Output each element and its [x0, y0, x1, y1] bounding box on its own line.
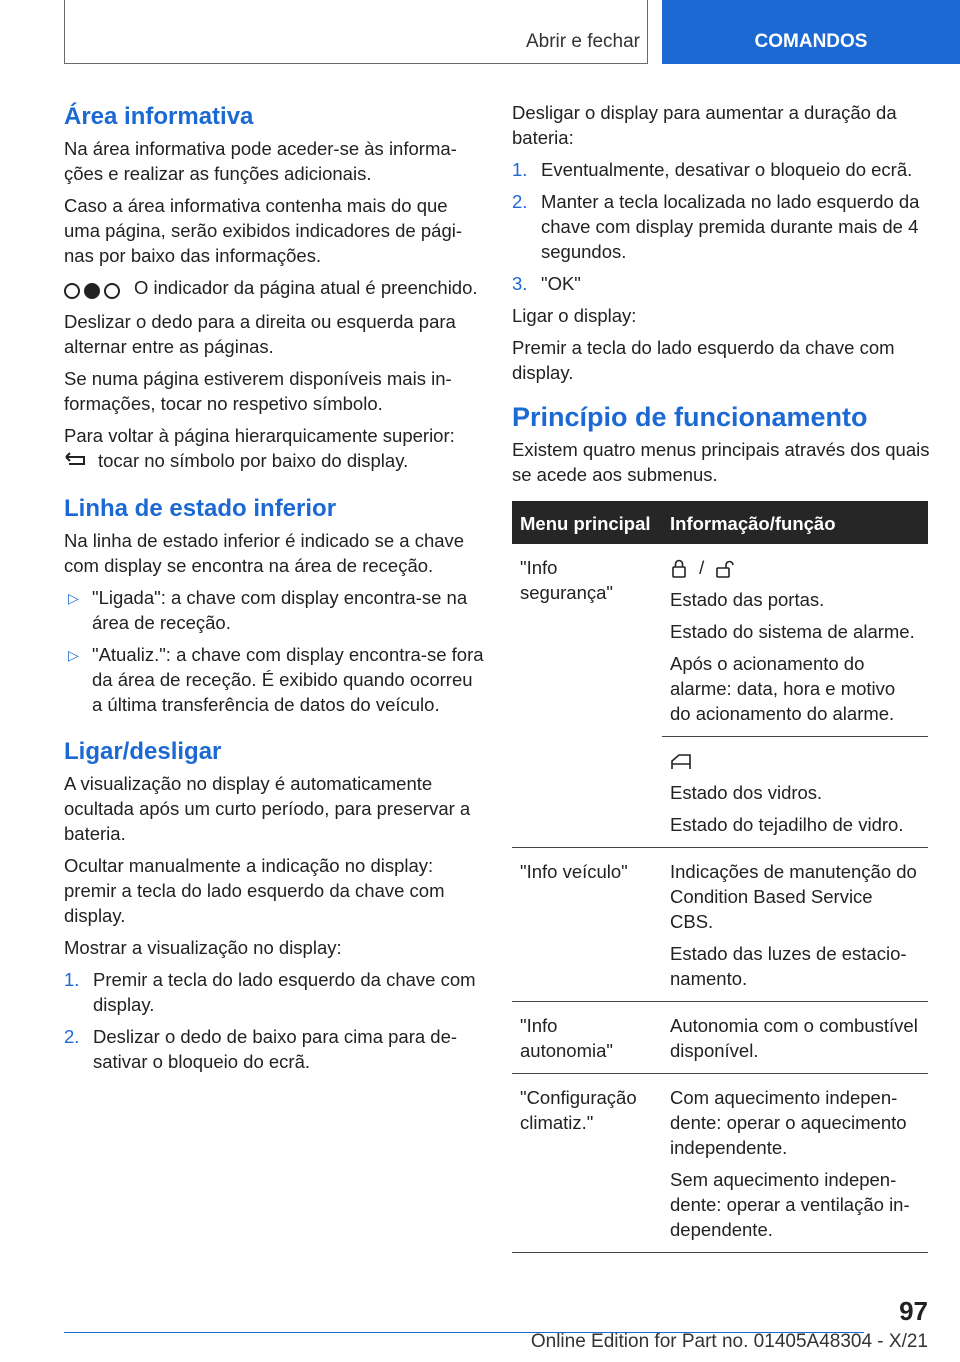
paragraph	[64, 423, 484, 475]
info-cell: / Estado das portas. Estado do sistema de alarme. Após o acionamento do alarme: data, hora e motivo do acionamento do alarme.	[662, 544, 928, 737]
main-menu-table	[512, 501, 928, 1253]
step-number: 1.	[512, 159, 528, 180]
menu-cell: "Info veículo"	[512, 848, 662, 1002]
heading-principio: Princípio de funcionamento	[512, 402, 868, 432]
step-number: 2.	[64, 1026, 80, 1048]
paragraph: Deslizar o dedo para a direita ou esquerda para alternar entre as páginas.	[64, 310, 456, 357]
paragraph: A visualização no display é automaticamente ocultada após um curto período, para preservar a bateria.	[64, 773, 471, 845]
info-cell: Com aquecimento independente: operar o aquecimento independente. Sem aquecimento independente: operar a ventilação independente.	[662, 1074, 928, 1253]
triangle-bullet-icon: ▷	[68, 647, 79, 664]
paragraph: Premir a tecla do lado esquerdo da chave com display.	[512, 337, 895, 383]
table-row	[512, 1074, 928, 1253]
paragraph-text: Para voltar à página hierarquicamente superior:	[64, 424, 455, 446]
step-number: 3.	[512, 273, 528, 294]
menu-cell: "Info segurança"	[512, 544, 662, 848]
page-indicator-paragraph	[64, 275, 484, 302]
column-header-menu: Menu principal	[512, 501, 662, 544]
triangle-bullet-icon: ▷	[68, 590, 79, 607]
list-item: ▷ "Atualiz.": a chave com display encontra-se fora da área de receção. É exibido quando ocorreu a última transferência de datos do veículo.	[68, 644, 484, 716]
left-column	[64, 100, 484, 1081]
list-item: ▷ "Ligada": a chave com display encontra-se na área de receção.	[68, 587, 468, 634]
paragraph: Na área informativa pode aceder-se às informações e realizar as funções adicionais.	[64, 138, 457, 184]
table-row	[512, 1002, 928, 1074]
heading-linha-estado: Linha de estado inferior	[64, 495, 337, 523]
column-header-info: Informação/função	[662, 501, 928, 544]
step-number: 2.	[512, 191, 528, 212]
paragraph: Se numa página estiverem disponíveis mais informações, tocar no respetivo símbolo.	[64, 367, 452, 414]
info-cell: Indicações de manutenção do Condition Based Service CBS. Estado das luzes de estacionamento.	[662, 848, 928, 1002]
slash-text: /	[699, 557, 705, 578]
back-arrow-icon	[64, 449, 88, 474]
table-row	[512, 544, 928, 737]
paragraph: Desligar o display para aumentar a duração da bateria:	[512, 102, 897, 148]
paragraph: Caso a área informativa contenha mais do que uma página, serão exibidos indicadores de páginas por baixo das informações.	[64, 195, 463, 266]
info-cell: Autonomia com o combustível disponível.	[662, 1002, 928, 1074]
paragraph: Ligar o display:	[512, 305, 637, 326]
paragraph: Na linha de estado inferior é indicado se a chave com display se encontra na área de receção.	[64, 530, 465, 577]
car-window-icon	[670, 753, 692, 771]
menu-cell: "Configuração climatiz."	[512, 1074, 662, 1253]
numbered-step: 3. "OK"	[512, 273, 581, 294]
paragraph: Ocultar manualmente a indicação no display: premir a tecla do lado esquerdo da chave com display.	[64, 855, 445, 927]
numbered-step: 2. Manter a tecla localizada no lado esquerdo da chave com display premida durante mais de 4 segundos.	[512, 191, 920, 262]
step-number: 1.	[64, 969, 80, 991]
paragraph: Mostrar a visualização no display:	[64, 937, 342, 959]
right-column	[512, 100, 930, 1253]
table-header-row	[512, 501, 928, 544]
footer-edition: Online Edition for Part no. 01405A48304 - X/21	[530, 1331, 928, 1352]
header-section-title: Abrir e fechar	[525, 31, 640, 52]
lock-open-icon	[715, 559, 737, 579]
numbered-step: 2. Deslizar o dedo de baixo para cima para desativar o bloqueio do ecrã.	[64, 1026, 458, 1073]
menu-cell: "Info autonomia"	[512, 1002, 662, 1074]
paragraph: Existem quatro menus principais através dos quais se acede aos submenus.	[512, 439, 930, 485]
table-row	[512, 848, 928, 1002]
page-number: 97	[899, 1296, 928, 1326]
info-cell: Estado dos vidros. Estado do tejadilho de vidro.	[662, 737, 928, 848]
header-chapter-tab: COMANDOS	[662, 0, 960, 64]
lock-closed-icon	[670, 559, 688, 579]
page-indicator-dots-icon	[64, 277, 124, 302]
numbered-step: 1. Eventualmente, desativar o bloqueio do ecrã.	[512, 159, 913, 180]
numbered-step: 1. Premir a tecla do lado esquerdo da chave com display.	[64, 969, 476, 1016]
heading-ligar-desligar: Ligar/desligar	[64, 738, 222, 766]
paragraph-text: O indicador da página atual é preenchido.	[134, 277, 478, 298]
paragraph-text: tocar no símbolo por baixo do display.	[98, 449, 409, 471]
heading-area-informativa: Área informativa	[64, 103, 254, 130]
